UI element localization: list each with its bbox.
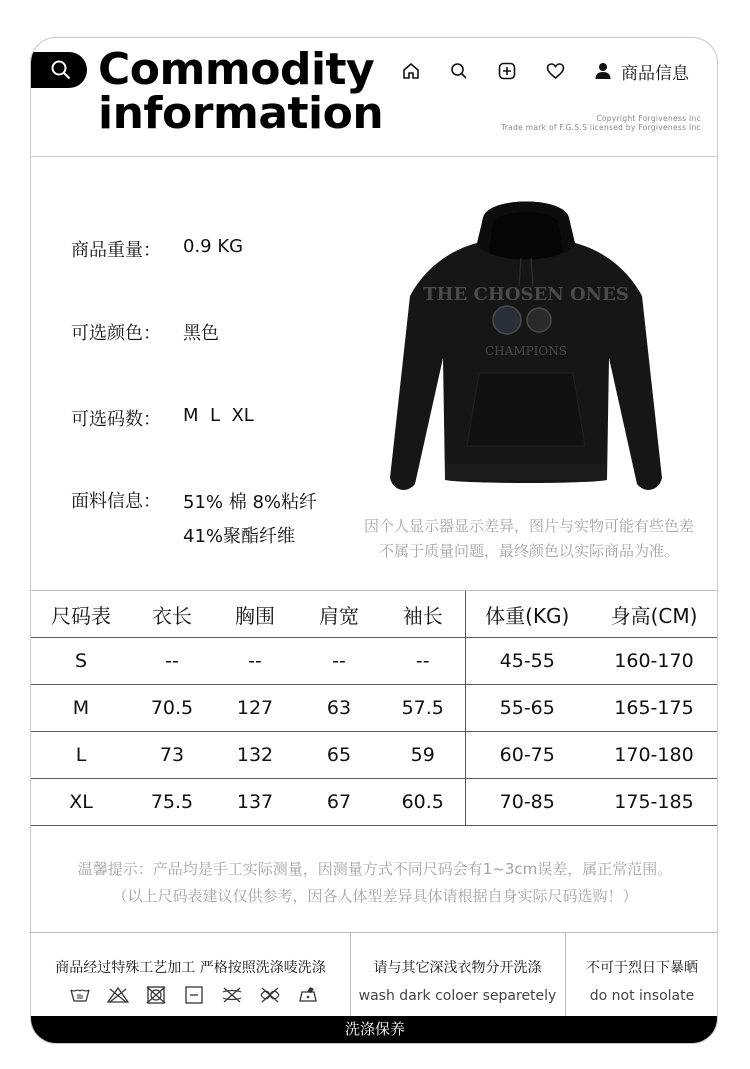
table-cell: --: [213, 638, 297, 685]
title-line-1: Commodity: [98, 44, 375, 95]
fabric-line-2: 41%聚酯纤维: [183, 526, 296, 547]
care-separate-text: 请与其它深浅衣物分开洗涤: [373, 960, 542, 976]
spec-sizes-value: M L XL: [183, 405, 254, 426]
no-wring-icon: [213, 984, 251, 1006]
care-instructions: [31, 932, 718, 1016]
header-chest: 胸围: [213, 591, 297, 638]
table-row: [31, 638, 718, 685]
product-specs: [31, 156, 718, 591]
table-cell: S: [31, 638, 131, 685]
table-cell: 55-65: [465, 685, 589, 732]
header-height: 身高(CM): [589, 591, 718, 638]
hoodie-print-bottom: CHAMPIONS: [485, 344, 567, 358]
table-cell: 170-180: [589, 732, 718, 779]
spec-weight: [71, 236, 243, 262]
spec-sizes-key: 可选码数：: [71, 409, 161, 430]
table-row: [31, 685, 718, 732]
care-column-separate: [350, 932, 566, 1016]
line-dry-icon: [175, 984, 213, 1006]
iron-icon: [289, 984, 327, 1006]
care-column-process: [31, 932, 351, 1016]
measurement-tips: [31, 824, 718, 933]
fabric-line-1: 51% 棉 8%粘纤: [183, 492, 318, 513]
table-cell: 60.5: [381, 779, 465, 826]
heart-icon[interactable]: [543, 59, 567, 83]
header-weight: 体重(KG): [465, 591, 589, 638]
spec-weight-key: 商品重量：: [71, 240, 161, 261]
spec-color: [71, 319, 219, 345]
table-cell: M: [31, 685, 131, 732]
spec-sizes: [71, 405, 254, 431]
tips-line-1: 温馨提示：产品均是手工实际测量，因测量方式不同尺码会有1~3cm误差，属正常范围。: [77, 860, 673, 878]
table-cell: --: [381, 638, 465, 685]
top-nav: [399, 58, 689, 84]
table-cell: 165-175: [589, 685, 718, 732]
care-separate-subtext: wash dark coloer separetely: [358, 988, 557, 1004]
search-button[interactable]: [31, 52, 87, 88]
disclaimer-line-2: 不属于质量问题，最终颜色以实际商品为准。: [378, 542, 679, 560]
title-line-2: information: [98, 88, 384, 139]
copyright-notice: [501, 114, 701, 132]
table-cell: 160-170: [589, 638, 718, 685]
disclaimer-line-1: 因个人显示器显示差异，图片与实物可能有些色差: [363, 517, 694, 535]
care-icons: [61, 984, 327, 1006]
copyright-line-1: Copyright Forgiveness Inc: [596, 114, 701, 123]
page-title: [98, 44, 384, 139]
table-cell: 57.5: [381, 685, 465, 732]
search-icon[interactable]: [447, 59, 471, 83]
hand-wash-icon: [61, 984, 99, 1006]
footer-bar: 洗涤保养: [31, 1016, 718, 1044]
table-cell: --: [131, 638, 213, 685]
spec-color-value: 黑色: [183, 323, 219, 344]
table-row: [31, 779, 718, 826]
table-cell: --: [297, 638, 381, 685]
table-cell: 75.5: [131, 779, 213, 826]
table-row: [31, 732, 718, 779]
nav-label-product-info[interactable]: 商品信息: [621, 63, 689, 84]
table-cell: L: [31, 732, 131, 779]
table-cell: 60-75: [465, 732, 589, 779]
tips-line-2: （以上尺码表建议仅供参考，因各人体型差异具体请根据自身实际尺码选购！）: [112, 887, 638, 905]
home-icon[interactable]: [399, 59, 423, 83]
color-disclaimer: [343, 514, 715, 564]
commodity-card: [30, 37, 718, 1044]
header-size-chart: 尺码表: [31, 591, 131, 638]
table-cell: 137: [213, 779, 297, 826]
spec-color-key: 可选颜色：: [71, 323, 161, 344]
header-length: 衣长: [131, 591, 213, 638]
table-cell: 70.5: [131, 685, 213, 732]
size-table: [31, 591, 718, 826]
table-cell: 70-85: [465, 779, 589, 826]
spec-fabric-key: 面料信息：: [71, 491, 161, 512]
spec-fabric: [71, 487, 317, 554]
hoodie-image: [387, 188, 665, 506]
table-cell: 65: [297, 732, 381, 779]
no-bleach-icon: [99, 984, 137, 1006]
table-cell: 59: [381, 732, 465, 779]
care-column-sun: [565, 932, 718, 1016]
care-process-text: 商品经过特殊工艺加工 严格按照洗涤唛洗涤: [55, 960, 326, 976]
user-icon[interactable]: [591, 59, 615, 83]
no-tumble-dry-icon: [137, 984, 175, 1006]
table-cell: XL: [31, 779, 131, 826]
add-icon[interactable]: [495, 59, 519, 83]
header-sleeve: 袖长: [381, 591, 465, 638]
header: [31, 38, 718, 157]
table-cell: 73: [131, 732, 213, 779]
care-sun-subtext: do not insolate: [589, 988, 695, 1004]
hoodie-print-top: THE CHOSEN ONES: [423, 284, 629, 305]
table-cell: 67: [297, 779, 381, 826]
spec-fabric-value: [183, 486, 317, 554]
search-icon: [51, 60, 71, 80]
care-sun-text: 不可于烈日下暴晒: [586, 960, 698, 976]
no-dry-clean-icon: [251, 984, 289, 1006]
copyright-line-2: Trade mark of F.G.S.S licensed by Forgiveness Inc: [501, 123, 701, 132]
table-cell: 175-185: [589, 779, 718, 826]
size-table-header: [31, 591, 718, 638]
table-cell: 63: [297, 685, 381, 732]
table-cell: 127: [213, 685, 297, 732]
spec-weight-value: 0.9 KG: [183, 236, 244, 257]
table-cell: 132: [213, 732, 297, 779]
table-cell: 45-55: [465, 638, 589, 685]
header-shoulder: 肩宽: [297, 591, 381, 638]
